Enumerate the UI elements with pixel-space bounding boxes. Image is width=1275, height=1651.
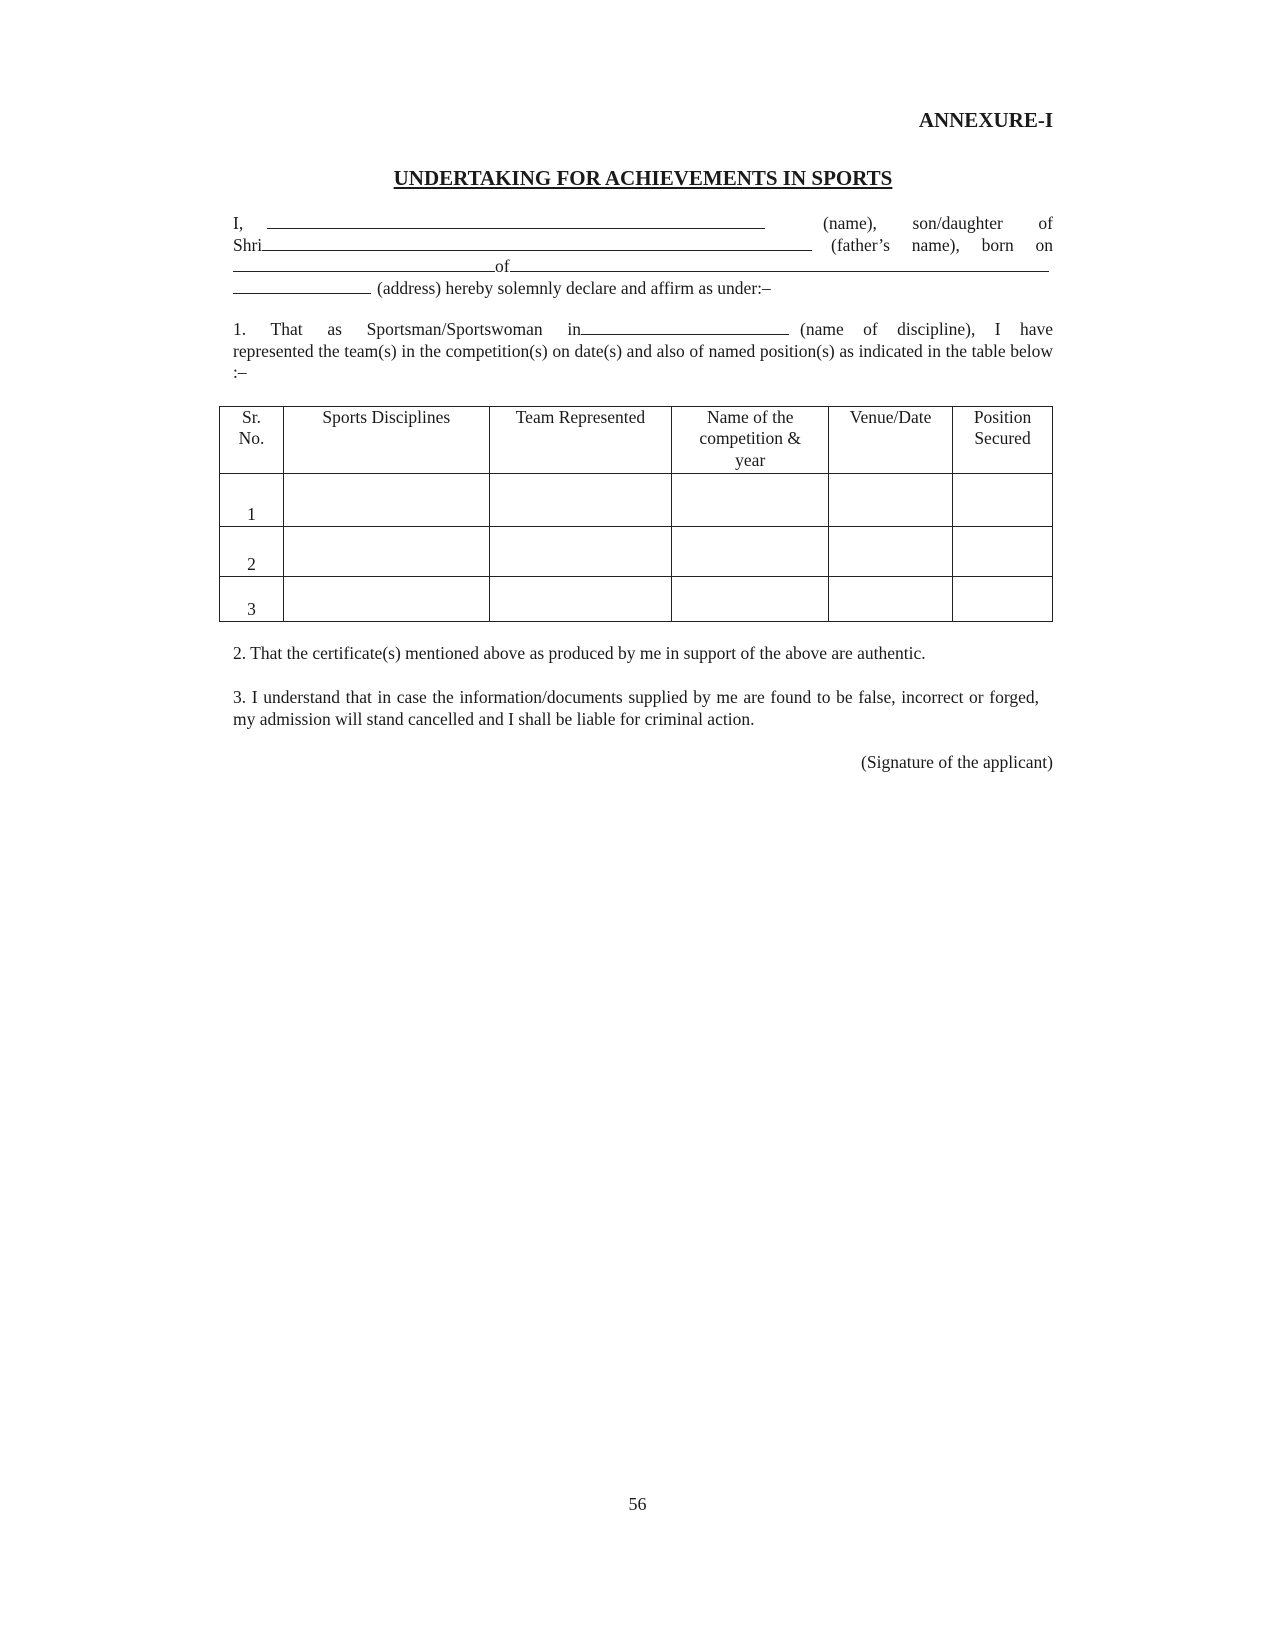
cell-position-secured[interactable]	[953, 473, 1053, 526]
cell-team-represented[interactable]	[489, 576, 672, 621]
header-sr-no: Sr. No.	[220, 406, 284, 473]
table-row	[220, 526, 1053, 576]
document-page	[233, 108, 1053, 773]
declaration-block	[233, 213, 1053, 299]
cell-position-secured[interactable]	[953, 526, 1053, 576]
cell-team-represented[interactable]	[489, 526, 672, 576]
clause-1-end: (name of discipline), I have	[800, 319, 1053, 339]
declaration-father-suffix: (father’s name), born on	[831, 234, 1053, 255]
declaration-address-suffix: (address) hereby solemnly declare and affirm as under:–	[377, 277, 771, 298]
cell-position-secured[interactable]	[953, 576, 1053, 621]
header-team-represented: Team Represented	[489, 406, 672, 473]
header-sports-disciplines: Sports Disciplines	[283, 406, 489, 473]
declaration-of: of	[495, 256, 510, 276]
cell-team-represented[interactable]	[489, 473, 672, 526]
clause-3: 3. I understand that in case the information/documents supplied by me are found to be false, incorrect or forged, my admission will stand cancelled and I shall be liable for criminal action.	[233, 686, 1039, 729]
address-blank-line-2[interactable]	[233, 279, 371, 294]
cell-sports-discipline[interactable]	[283, 576, 489, 621]
cell-sports-discipline[interactable]	[283, 473, 489, 526]
table-row	[220, 576, 1053, 621]
cell-competition-year[interactable]	[672, 576, 829, 621]
clause-1-line-1	[233, 319, 1053, 341]
declaration-line-2	[233, 235, 1053, 257]
declaration-line-3	[233, 256, 1053, 278]
discipline-blank[interactable]	[581, 320, 789, 335]
page-number: 56	[628, 1494, 647, 1514]
clause-1-start: 1. That as Sportsman/Sportswoman in	[233, 319, 581, 339]
table-row	[220, 473, 1053, 526]
cell-venue-date[interactable]	[829, 526, 953, 576]
declaration-name-suffix: (name), son/daughter of	[823, 213, 1053, 233]
clause-1	[233, 319, 1053, 384]
header-venue-date: Venue/Date	[829, 406, 953, 473]
clause-1-rest: represented the team(s) in the competition(s) on date(s) and also of named position(s) as indicated in the table below :–	[233, 340, 1053, 382]
signature-label: (Signature of the applicant)	[861, 751, 1053, 772]
cell-venue-date[interactable]	[829, 473, 953, 526]
address-blank-line-1[interactable]	[510, 257, 1049, 272]
achievements-table	[219, 406, 1053, 622]
declaration-i: I,	[233, 213, 244, 233]
header-competition-year: Name of the competition & year	[672, 406, 829, 473]
annexure-label: ANNEXURE-I	[918, 108, 1053, 132]
cell-venue-date[interactable]	[829, 576, 953, 621]
row-serial: 2	[220, 526, 284, 576]
declaration-line-4	[233, 278, 1053, 300]
cell-competition-year[interactable]	[672, 473, 829, 526]
declaration-line-1	[233, 213, 1053, 235]
birth-date-blank[interactable]	[233, 257, 495, 272]
row-serial: 1	[220, 473, 284, 526]
table-header-row	[220, 406, 1053, 473]
header-position-secured: Position Secured	[953, 406, 1053, 473]
cell-sports-discipline[interactable]	[283, 526, 489, 576]
cell-competition-year[interactable]	[672, 526, 829, 576]
page-title: UNDERTAKING FOR ACHIEVEMENTS IN SPORTS	[393, 166, 893, 190]
declaration-shri: Shri	[233, 234, 263, 255]
father-name-blank[interactable]	[262, 236, 812, 251]
row-serial: 3	[220, 576, 284, 621]
clause-2: 2. That the certificate(s) mentioned above as produced by me in support of the above are authentic.	[233, 642, 926, 663]
name-blank[interactable]	[267, 214, 765, 229]
